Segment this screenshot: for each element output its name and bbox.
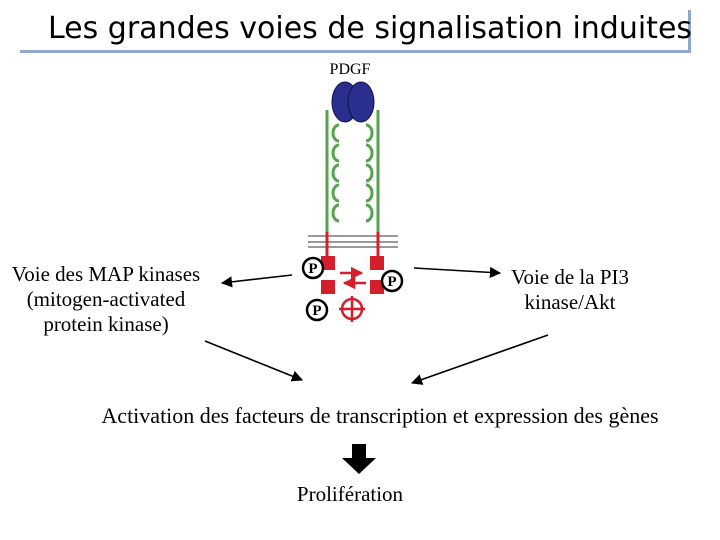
phosphate-3 [382,271,402,291]
receptor-right-extracellular [366,110,378,232]
phosphate-label: P [312,303,322,319]
pdgf-ligand [332,82,374,122]
pi3k-akt-pathway-label: Voie de la PI3 kinase/Akt [510,265,629,314]
map-kinase-pathway-label: Voie des MAP kinases (mitogen-activated protein kinase) [11,262,201,336]
kinase-domain-right [370,256,384,294]
phosphate-label: P [387,274,397,290]
arrow-to-map-kinase [222,275,292,283]
transphosphorylation-arrows [340,273,366,283]
arrow-to-proliferation [342,444,376,474]
activation-text: Activation des facteurs de transcription et expression des gènes [101,403,659,428]
outcome-label: Prolifération [296,482,404,506]
activation-plus-icon [339,296,365,322]
pdgf-label: PDGF [329,61,371,78]
receptor-left-extracellular [327,110,339,232]
cell-membrane [308,236,398,247]
phosphate-2 [307,300,327,320]
kinase-domain-left [321,256,335,294]
arrow-map-to-activation [205,341,302,380]
phosphate-1 [303,258,323,278]
slide-title: Les grandes voies de signalisation induites [48,11,693,46]
phosphate-label: P [308,261,318,277]
arrow-pi3k-to-activation [412,335,548,383]
arrow-to-pi3k [414,268,500,273]
